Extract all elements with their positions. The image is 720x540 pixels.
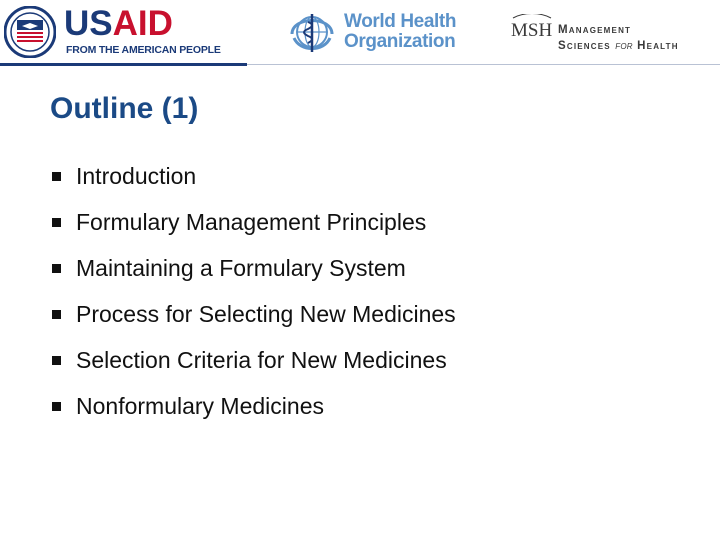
who-line1: World Health [344, 11, 457, 32]
header-divider-thin [247, 64, 720, 65]
who-logo-text [344, 12, 456, 52]
usaid-logo-word [64, 6, 173, 42]
outline-item [50, 250, 456, 296]
outline-list [50, 158, 456, 434]
logo-bar [0, 0, 720, 62]
usaid-us: US [64, 4, 113, 43]
outline-item [50, 158, 456, 204]
square-bullet-icon [52, 218, 61, 227]
msh-mark-text: MSH [511, 20, 553, 41]
msh-line2-for: for [615, 40, 633, 52]
slide-title: Outline (1) [50, 92, 199, 125]
usaid-aid: AID [112, 4, 173, 43]
outline-item-label: Selection Criteria for New Medicines [76, 347, 447, 373]
outline-item-label: Nonformulary Medicines [76, 393, 324, 419]
square-bullet-icon [52, 402, 61, 411]
outline-item [50, 204, 456, 250]
msh-line2 [558, 38, 679, 54]
outline-item [50, 342, 456, 388]
msh-logo-mark [510, 14, 554, 44]
outline-item-label: Maintaining a Formulary System [76, 255, 406, 281]
outline-item-label: Process for Selecting New Medicines [76, 301, 456, 327]
msh-line2-a: Sciences [558, 40, 611, 52]
msh-logo-text [558, 22, 679, 54]
outline-item-label: Formulary Management Principles [76, 209, 427, 235]
who-emblem-icon [286, 8, 338, 56]
square-bullet-icon [52, 356, 61, 365]
square-bullet-icon [52, 264, 61, 273]
square-bullet-icon [52, 310, 61, 319]
msh-line1: Management [558, 24, 632, 36]
outline-item [50, 296, 456, 342]
msh-line2-b: Health [637, 40, 679, 52]
usaid-seal-icon [4, 6, 56, 58]
who-line2: Organization [344, 31, 456, 52]
usaid-tagline: FROM THE AMERICAN PEOPLE [66, 44, 221, 56]
square-bullet-icon [52, 172, 61, 181]
outline-item [50, 388, 456, 434]
outline-item-label: Introduction [76, 163, 197, 189]
header-divider-thick [0, 63, 247, 66]
